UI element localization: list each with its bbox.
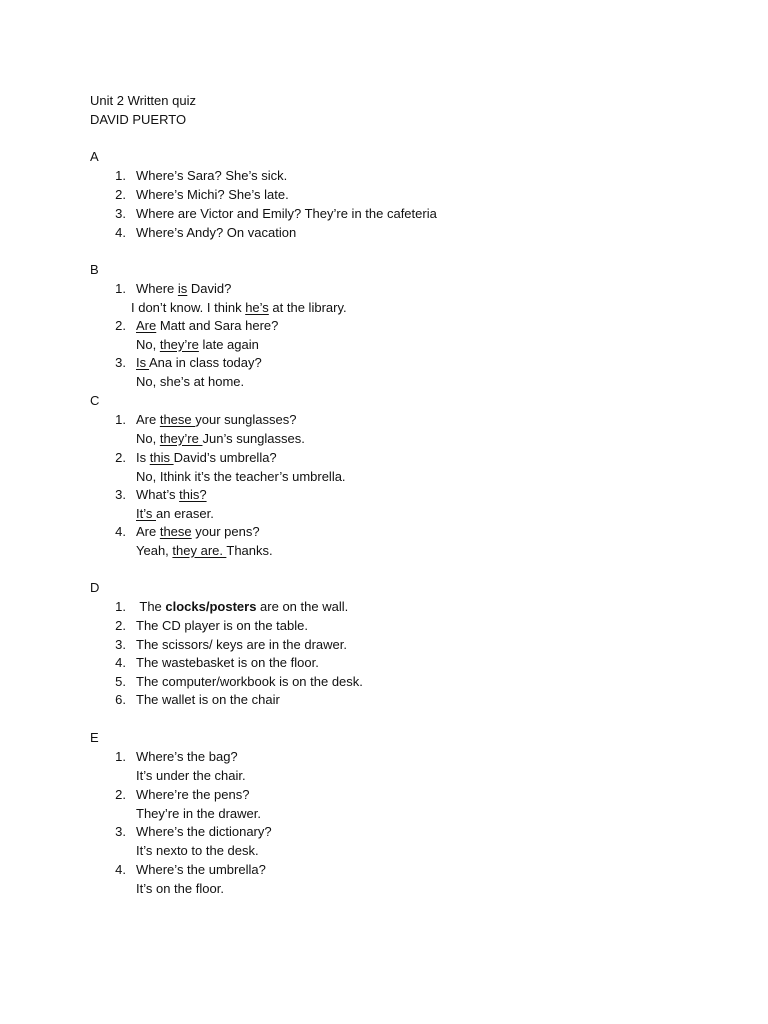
underlined-answer: Are [136,318,157,333]
text-segment: What’s [136,487,180,502]
item-number: 4. [115,862,126,877]
answer-line [136,805,261,823]
text-segment: The scissors/ keys are in the drawer. [136,637,347,652]
item-number: 3. [115,637,126,652]
question-line [136,280,231,298]
text-segment: It’s under the chair. [136,767,246,783]
question-line [136,523,260,541]
text-segment: The wastebasket is on the floor. [136,655,319,670]
item-number: 2. [115,787,126,802]
text-segment: your pens? [191,524,260,539]
text-segment: It’s on the floor. [136,880,224,896]
answer-line [136,542,273,560]
question-line [136,449,277,467]
bold-text: clocks/posters [165,599,257,614]
text-segment: Where are Victor and Emily? They’re in the cafeteria [136,206,437,221]
text-segment: They’re in the drawer. [136,805,262,821]
text-segment: It’s nexto to the desk. [136,842,259,858]
text-segment: I don’t know. I think [131,299,246,315]
answer-line [136,880,224,898]
text-segment: No, [136,430,160,446]
text-segment: are on the wall. [256,599,349,614]
question-line [136,354,262,372]
underlined-answer: they’re [159,430,203,446]
item-number: 1. [115,281,126,296]
underlined-answer: is [177,281,188,296]
item-number: 3. [115,355,126,370]
text-segment: your sunglasses? [195,412,297,427]
text-segment: The [136,599,166,614]
underlined-answer: this [149,450,174,465]
question-line [136,224,296,242]
text-segment: No, she’s at home. [136,373,245,389]
text-segment: Where’s the bag? [136,749,238,764]
answer-line [136,430,305,448]
underlined-answer: It’s [136,505,156,521]
question-line [136,317,278,335]
question-line [136,598,348,616]
section-b-label: B [90,262,99,277]
underlined-answer: these [159,524,192,539]
item-number: 1. [115,412,126,427]
text-segment: at the library. [268,299,347,315]
item-number: 2. [115,450,126,465]
text-segment: Yeah, [136,542,173,558]
item-number: 3. [115,206,126,221]
question-line [136,411,296,429]
text-segment: Where’s Sara? She’s sick. [136,168,288,183]
question-line [136,786,249,804]
question-line [136,748,238,766]
underlined-answer: he’s [245,299,269,315]
answer-line [136,505,214,523]
question-line [136,167,287,185]
text-segment: Are [136,524,160,539]
underlined-answer: these [159,412,196,427]
answer-line [136,842,259,860]
text-segment: David’s umbrella? [173,450,277,465]
text-segment: David? [187,281,232,296]
question-line [136,617,308,635]
text-segment: Are [136,412,160,427]
text-segment: Where [136,281,178,296]
section-d-label: D [90,580,100,595]
text-segment: Where’s the umbrella? [136,862,266,877]
text-segment: Is [136,450,150,465]
item-number: 4. [115,655,126,670]
item-number: 4. [115,225,126,240]
text-segment: Thanks. [226,542,273,558]
answer-line [136,336,259,354]
answer-line [136,767,246,785]
question-line [136,486,207,504]
answer-line [136,468,346,486]
question-line [136,654,319,672]
item-number: 2. [115,318,126,333]
question-line [136,205,437,223]
item-number: 2. [115,187,126,202]
section-c-label: C [90,393,100,408]
text-segment: Matt and Sara here? [156,318,279,333]
text-segment: No, [136,336,160,352]
underlined-answer: they’re [159,336,199,352]
item-number: 1. [115,168,126,183]
text-segment: No, Ithink it’s the teacher’s umbrella. [136,468,346,484]
answer-line [131,299,347,317]
item-number: 1. [115,749,126,764]
item-number: 4. [115,524,126,539]
answer-line [136,373,244,391]
underlined-answer: they are. [172,542,227,558]
item-number: 3. [115,824,126,839]
item-number: 3. [115,487,126,502]
text-segment: The CD player is on the table. [136,618,308,633]
text-segment: Where’s Michi? She’s late. [136,187,289,202]
question-line [136,636,347,654]
text-segment: Ana in class today? [149,355,262,370]
question-line [136,823,272,841]
text-segment: Where’re the pens? [136,787,250,802]
item-number: 2. [115,618,126,633]
item-number: 1. [115,599,126,614]
item-number: 5. [115,674,126,689]
underlined-answer: Is [136,355,150,370]
question-line [136,186,289,204]
text-segment: late again [198,336,259,352]
underlined-answer: this? [179,487,207,502]
item-number: 6. [115,692,126,707]
student-name: DAVID PUERTO [90,112,187,127]
text-segment: an eraser. [156,505,214,521]
text-segment: Jun’s sunglasses. [202,430,305,446]
text-segment: Where’s Andy? On vacation [136,225,297,240]
question-line [136,673,363,691]
section-a-label: A [90,149,99,164]
text-segment: Where’s the dictionary? [136,824,272,839]
question-line [136,861,266,879]
text-segment: The wallet is on the chair [136,692,280,707]
text-segment: The computer/workbook is on the desk. [136,674,363,689]
page-title: Unit 2 Written quiz [90,93,196,108]
section-e-label: E [90,730,99,745]
question-line [136,691,280,709]
